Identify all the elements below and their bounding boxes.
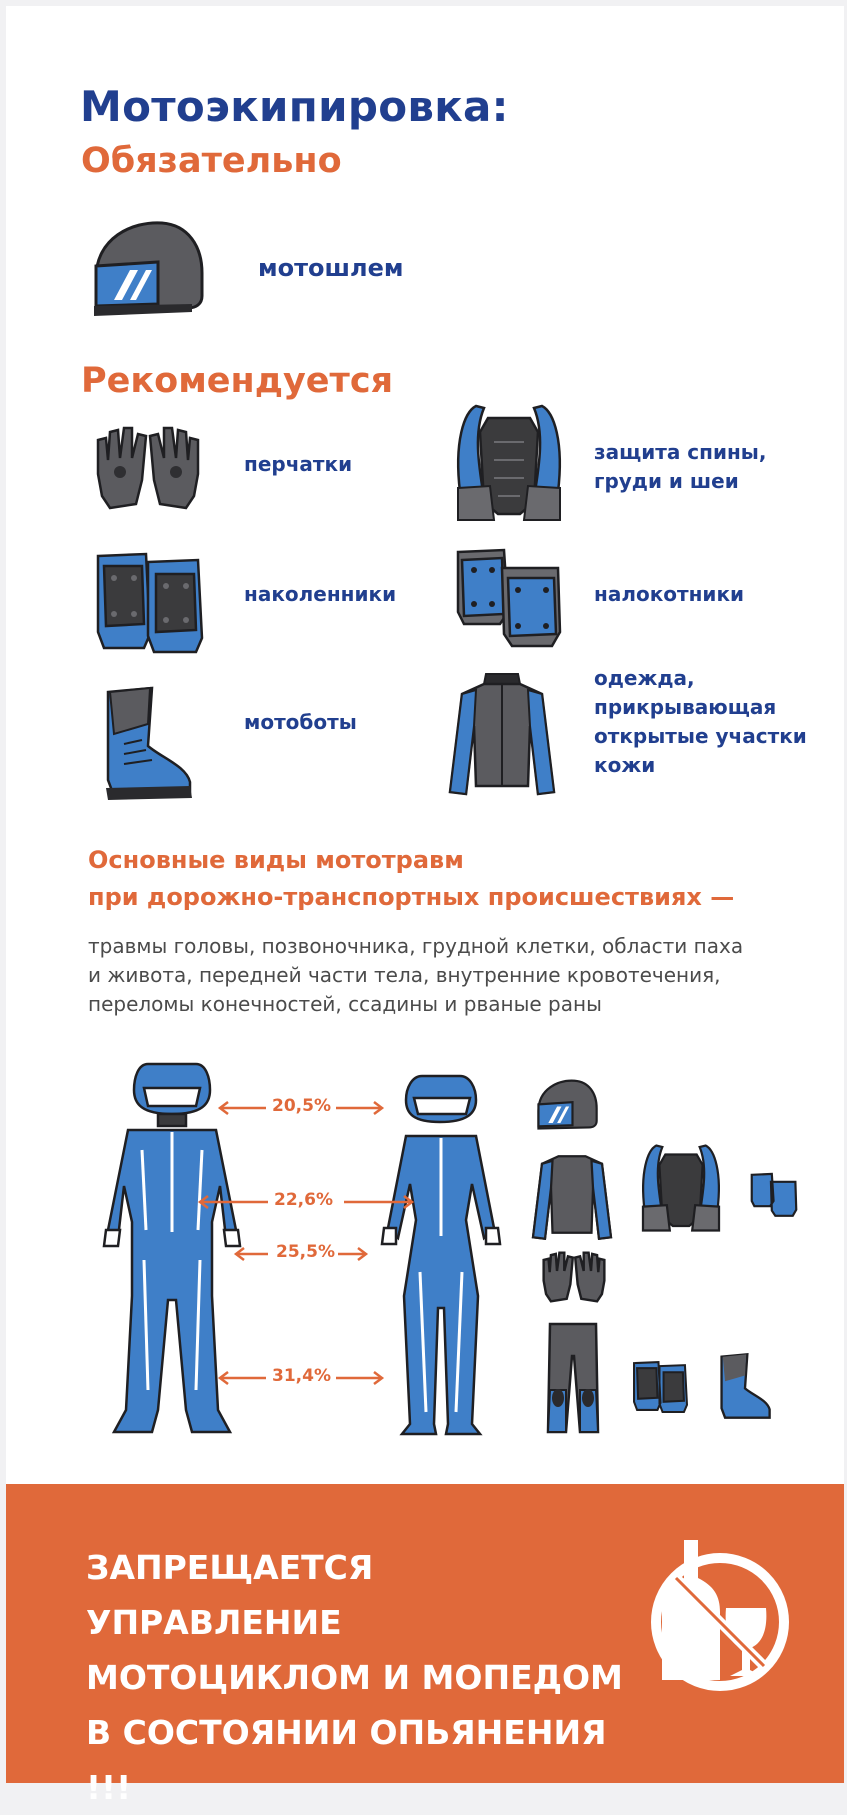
warning-line2: МОТОЦИКЛОМ И МОПЕДОМ bbox=[86, 1658, 623, 1697]
no-alcohol-icon bbox=[642, 1534, 798, 1696]
injuries-text-line3: переломы конечностей, ссадины и рваные раны bbox=[88, 992, 602, 1016]
helmet-icon bbox=[92, 218, 204, 320]
warning-line1: ЗАПРЕЩАЕТСЯ УПРАВЛЕНИЕ bbox=[86, 1548, 374, 1642]
mandatory-heading: Обязательно bbox=[81, 141, 342, 181]
page-title: Мотоэкипировка: bbox=[80, 82, 509, 131]
stat-arms bbox=[232, 1242, 370, 1262]
warning-banner bbox=[6, 1484, 844, 1807]
injuries-heading-line2: при дорожно-транспортных происшествиях — bbox=[88, 883, 735, 911]
recommended-heading: Рекомендуется bbox=[81, 361, 394, 401]
warning-text bbox=[86, 1540, 626, 1815]
clothing-label bbox=[594, 664, 807, 780]
small-jacket-icon bbox=[530, 1144, 614, 1242]
warning-line3: В СОСТОЯНИИ ОПЬЯНЕНИЯ !!! bbox=[86, 1713, 607, 1807]
stat-torso bbox=[196, 1190, 416, 1210]
small-elbow-pads-icon bbox=[750, 1170, 798, 1218]
injuries-text bbox=[88, 932, 743, 1019]
knee-pads-label: наколенники bbox=[244, 582, 397, 606]
knee-pads-icon bbox=[94, 544, 204, 654]
back-protector-label bbox=[594, 438, 766, 496]
injuries-heading-line1: Основные виды мототравм bbox=[88, 846, 464, 874]
gloves-label: перчатки bbox=[244, 452, 353, 476]
clothing-label-line2: прикрывающая bbox=[594, 695, 777, 719]
back-protector-label-line1: защита спины, bbox=[594, 440, 767, 464]
stat-torso-value: 22,6% bbox=[274, 1190, 333, 1210]
boot-label: мотоботы bbox=[244, 710, 357, 734]
stat-arms-value: 25,5% bbox=[276, 1242, 335, 1262]
stat-legs bbox=[216, 1366, 386, 1386]
elbow-pads-icon bbox=[454, 542, 564, 650]
leaflet-page bbox=[6, 6, 844, 1807]
back-protector-label-line2: груди и шеи bbox=[594, 469, 739, 493]
gloves-icon bbox=[92, 424, 204, 512]
small-boot-icon bbox=[718, 1352, 772, 1420]
boot-icon bbox=[102, 684, 194, 800]
clothing-label-line3: открытые участки bbox=[594, 724, 807, 748]
stat-head bbox=[216, 1096, 386, 1116]
small-knee-pads-icon bbox=[632, 1356, 688, 1414]
helmet-label: мотошлем bbox=[258, 254, 404, 282]
small-gloves-icon bbox=[540, 1250, 608, 1304]
injuries-text-line2: и живота, передней части тела, внутренние кровотечения, bbox=[88, 963, 721, 987]
stat-legs-value: 31,4% bbox=[272, 1366, 331, 1386]
small-pants-icon bbox=[544, 1320, 602, 1436]
injuries-text-line1: травмы головы, позвоночника, грудной клетки, области паха bbox=[88, 934, 744, 958]
small-helmet-icon bbox=[536, 1078, 598, 1134]
stat-head-value: 20,5% bbox=[272, 1096, 331, 1116]
elbow-pads-label: налокотники bbox=[594, 582, 745, 606]
small-back-protector-icon bbox=[640, 1142, 722, 1234]
jacket-icon bbox=[446, 668, 558, 798]
injuries-heading bbox=[88, 842, 734, 916]
clothing-label-line1: одежда, bbox=[594, 666, 695, 690]
back-protector-icon bbox=[454, 402, 564, 524]
female-rider-figure bbox=[366, 1072, 516, 1438]
clothing-label-line4: кожи bbox=[594, 753, 656, 777]
